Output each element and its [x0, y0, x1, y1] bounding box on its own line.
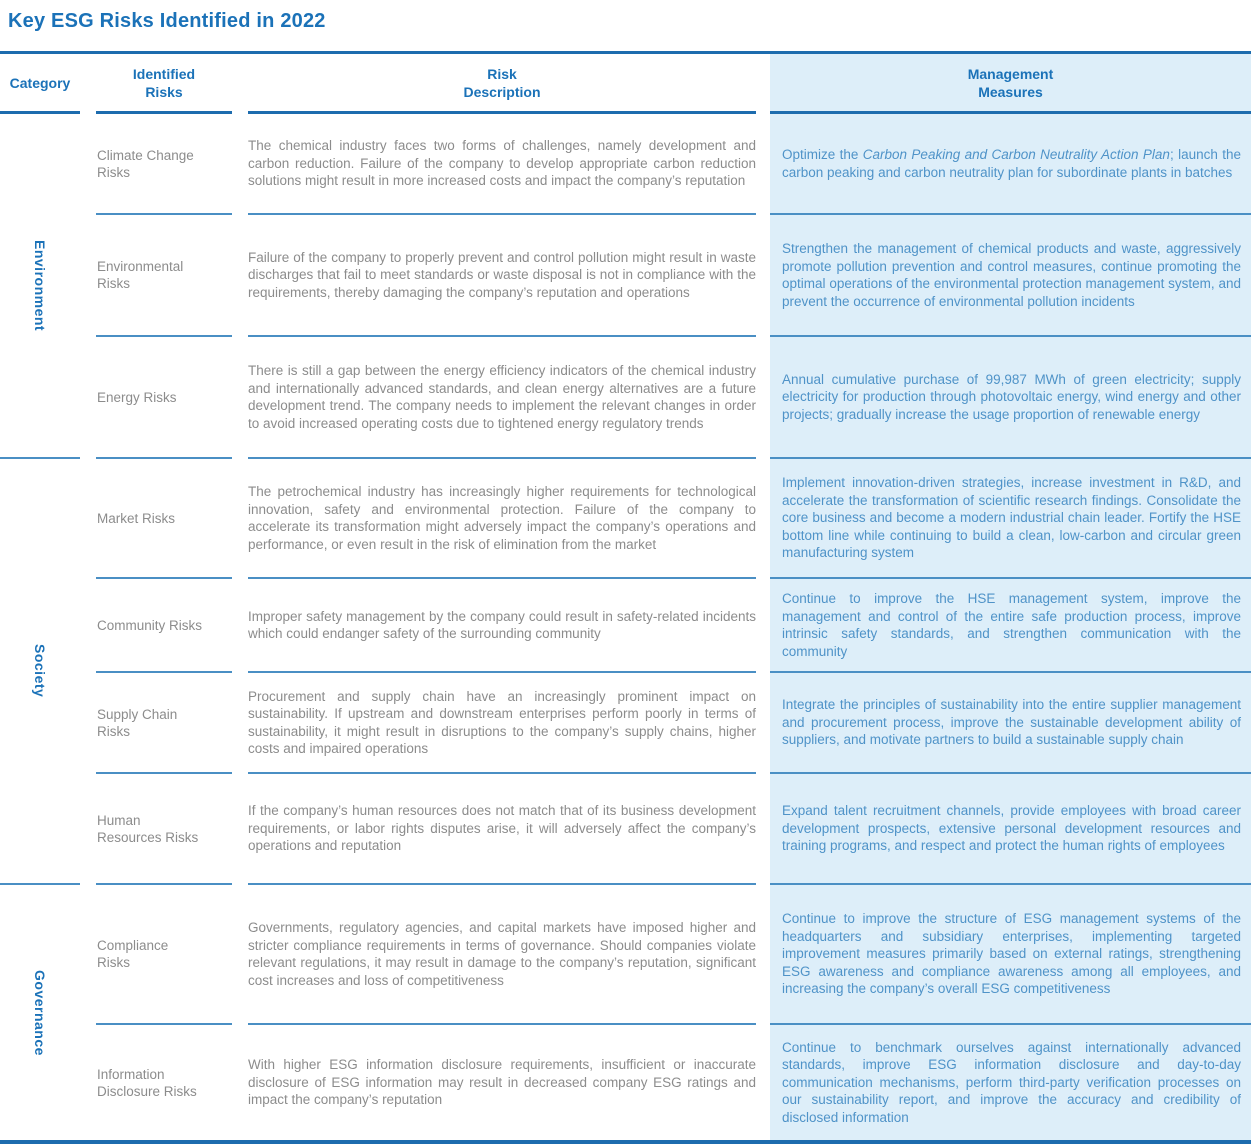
risk-name-information-disclosure: Information Disclosure Risks	[96, 1023, 232, 1140]
header-management-measures	[770, 54, 1251, 114]
risk-name-human-resources: Human Resources Risks	[96, 772, 232, 883]
measures-energy: Annual cumulative purchase of 99,987 MWh of green electricity; supply electricity for production through photovoltaic energy, wind energy and other projects; gradually increase the usage proportion of renewable energy	[770, 335, 1251, 457]
risk-name-environmental: Environmental Risks	[96, 213, 232, 335]
risk-desc-climate-change: The chemical industry faces two forms of challenges, namely development and carbon reduction. Failure of the company to develop appropriate carbon reduction solutions might result in more increased costs and impact the company’s reputation	[248, 138, 756, 189]
header-category-label: Category	[9, 74, 71, 91]
category-governance-label: Governance	[32, 969, 48, 1056]
header-risk-description-label: Risk Description	[463, 65, 541, 100]
category-society	[0, 457, 80, 883]
risk-name-compliance: Compliance Risks	[96, 883, 232, 1023]
measures-human-resources: Expand talent recruitment channels, provide employees with broad career development prospects, extensive personal development resources and training programs, and respect and protect the human rights of employees	[770, 772, 1251, 883]
risk-name-community: Community Risks	[96, 577, 232, 671]
measures-market: Implement innovation-driven strategies, increase investment in R&D, and accelerate the transformation of scientific research findings. Consolidate the core business and become a modern industrial chain leader. Fortify the HSE bottom line while continuing to build a clean, low-carbon and circular green manufacturing system	[770, 457, 1251, 577]
risk-desc-human-resources: If the company’s human resources does not match that of its business development requirements, or labor rights disputes arise, it will adversely affect the company’s operations and reputation	[248, 772, 756, 883]
risk-desc-community: Improper safety management by the company could result in safety-related incidents which could endanger safety of the surrounding community	[248, 577, 756, 671]
header-management-measures-label: Management Measures	[967, 65, 1054, 100]
risk-desc-supply-chain: Procurement and supply chain have an increasingly prominent impact on sustainability. If upstream and downstream enterprises perform poorly in terms of sustainability, it might result in disruptions to the company’s supply chains, higher costs and impaired operations	[248, 671, 756, 772]
measures-environmental: Strengthen the management of chemical products and waste, aggressively promote pollution prevention and control measures, continue promoting the optimal operations of the environmental protection management system, and prevent the occurrence of environmental pollution incidents	[770, 213, 1251, 335]
risk-desc-energy: There is still a gap between the energy efficiency indicators of the chemical industry and internationally advanced standards, and clean energy alternatives are a future development trend. The company needs to implement the relevant changes in order to avoid increased operating costs due to tightened energy regulatory trends	[248, 335, 756, 457]
measures-supply-chain: Integrate the principles of sustainability into the entire supplier management and procurement process, improve the sustainable development ability of suppliers, and motivate partners to build a sustainable supply chain	[770, 671, 1251, 772]
risk-name-energy: Energy Risks	[96, 335, 232, 457]
header-identified-risks-label: Identified Risks	[132, 65, 196, 100]
header-risk-description	[248, 54, 756, 114]
header-identified-risks	[96, 54, 232, 114]
page-title: Key ESG Risks Identified in 2022	[8, 10, 326, 32]
esg-risk-table	[0, 51, 1251, 1144]
header-category	[0, 54, 80, 114]
category-environment	[0, 114, 80, 457]
risk-desc-information-disclosure: With higher ESG information disclosure requirements, insufficient or inaccurate disclosure of ESG information may result in decreased company ESG ratings and impact the company’s reputation	[248, 1023, 756, 1140]
category-governance	[0, 883, 80, 1140]
risk-name-supply-chain: Supply Chain Risks	[96, 671, 232, 772]
risk-desc-compliance: Governments, regulatory agencies, and capital markets have imposed higher and stricter compliance requirements in terms of governance. Should companies violate relevant regulations, it may result in damage to the company’s reputation, significant cost increases and loss of competitiveness	[248, 883, 756, 1023]
measures-compliance: Continue to improve the structure of ESG management systems of the headquarters and subsidiary enterprises, implementing targeted improvement measures primarily based on external ratings, strengthening ESG awareness and compliance awareness among all employees, and increasing the company’s overall ESG competitiveness	[770, 883, 1251, 1023]
category-environment-label: Environment	[32, 239, 48, 332]
measures-climate-change: Optimize the Carbon Peaking and Carbon Neutrality Action Plan; launch the carbon peaking and carbon neutrality plan for subordinate plants in batches	[770, 114, 1251, 213]
risk-desc-market: The petrochemical industry has increasingly higher requirements for technological innovation, safety and environmental protection. Failure of the company to accelerate its transformation might adversely impact the company’s operations and performance, or even result in the risk of elimination from the market	[248, 457, 756, 577]
risk-name-market: Market Risks	[96, 457, 232, 577]
risk-desc-environmental: Failure of the company to properly prevent and control pollution might result in waste discharges that fail to meet standards or waste disposal is not in compliance with the requirements, thereby damaging the company’s reputation and operations	[248, 213, 756, 335]
risk-name-climate-change: Climate Change Risks	[97, 147, 194, 180]
measures-community: Continue to improve the HSE management system, improve the management and control of the entire safe production process, improve intrinsic safety standards, and strengthen communication with the community	[770, 577, 1251, 671]
measures-information-disclosure: Continue to benchmark ourselves against internationally advanced standards, improve ESG information disclosure and day-to-day communication mechanisms, perform third-party verification processes on our sustainability report, and improve the accuracy and credibility of disclosed information	[770, 1023, 1251, 1140]
category-society-label: Society	[32, 644, 48, 698]
